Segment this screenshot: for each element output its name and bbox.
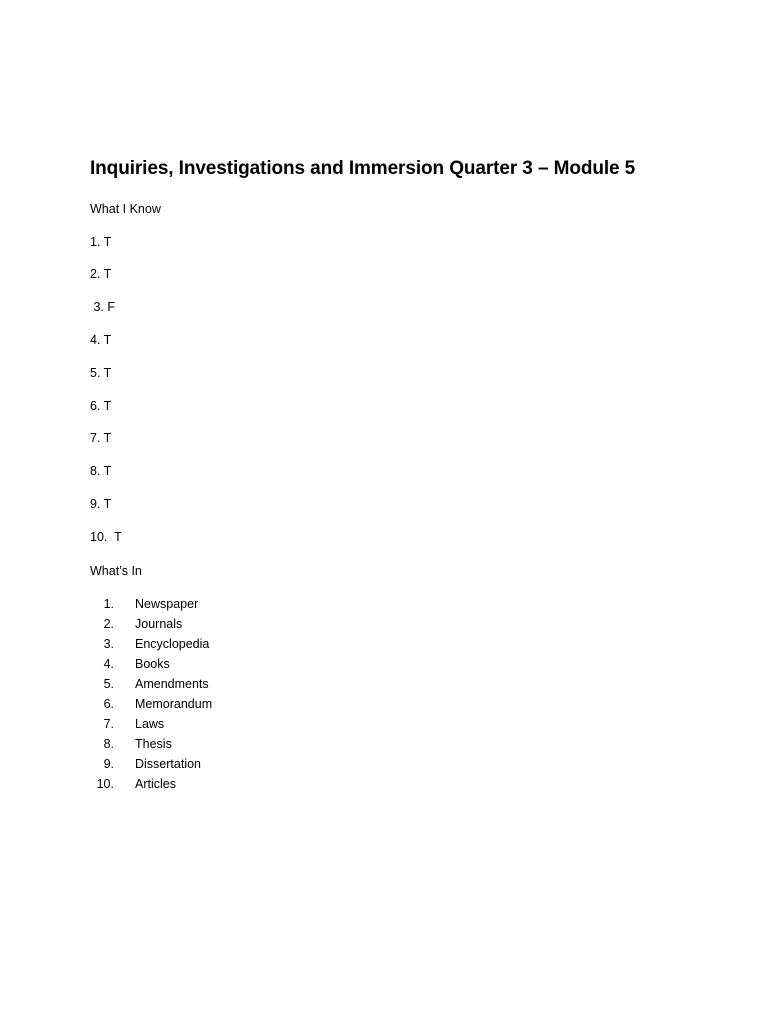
- section-heading-what-i-know: What I Know: [90, 202, 161, 216]
- list-item-text: Amendments: [135, 677, 209, 691]
- list-item: [90, 654, 212, 674]
- list-item: [90, 594, 212, 614]
- list-item-text: Memorandum: [135, 697, 213, 711]
- list-item-number: 9.: [103, 757, 114, 771]
- list-item-number: 5.: [103, 677, 114, 691]
- list-item-number: 7.: [103, 717, 114, 731]
- list-item: [90, 614, 212, 634]
- list-item-number: 4.: [103, 657, 114, 671]
- list-item-text: Newspaper: [135, 597, 199, 611]
- answer-item: 8. T: [90, 464, 112, 478]
- list-item-text: Articles: [135, 777, 176, 791]
- list-item-number: 8.: [103, 737, 114, 751]
- answer-item: 7. T: [90, 431, 112, 445]
- answer-item: 3. F: [90, 300, 116, 314]
- list-item: [90, 734, 212, 754]
- list-item: [90, 714, 212, 734]
- answer-item: 4. T: [90, 333, 112, 347]
- list-item-number: 3.: [103, 637, 114, 651]
- list-item: [90, 774, 212, 794]
- list-item: [90, 694, 212, 714]
- answer-item: 5. T: [90, 366, 112, 380]
- list-item: [90, 634, 212, 654]
- answer-item: 2. T: [90, 267, 112, 281]
- sources-list: [90, 594, 212, 794]
- list-item-text: Encyclopedia: [135, 637, 210, 651]
- list-item-text: Books: [135, 657, 170, 671]
- list-item-number: 6.: [103, 697, 114, 711]
- answer-item: 1. T: [90, 235, 112, 249]
- list-item-text: Dissertation: [135, 757, 201, 771]
- list-item: [90, 674, 212, 694]
- answer-item: 10. T: [90, 530, 122, 544]
- list-item-number: 1.: [103, 597, 114, 611]
- list-item-text: Laws: [135, 717, 165, 731]
- answer-item: 6. T: [90, 399, 112, 413]
- section-heading-whats-in: What’s In: [90, 564, 142, 578]
- list-item-number: 2.: [103, 617, 114, 631]
- document-title: Inquiries, Investigations and Immersion Quarter 3 – Module 5: [90, 158, 636, 179]
- list-item-text: Journals: [135, 617, 183, 631]
- list-item: [90, 754, 212, 774]
- list-item-number: 10.: [96, 777, 114, 791]
- list-item-text: Thesis: [135, 737, 172, 751]
- answer-item: 9. T: [90, 497, 112, 511]
